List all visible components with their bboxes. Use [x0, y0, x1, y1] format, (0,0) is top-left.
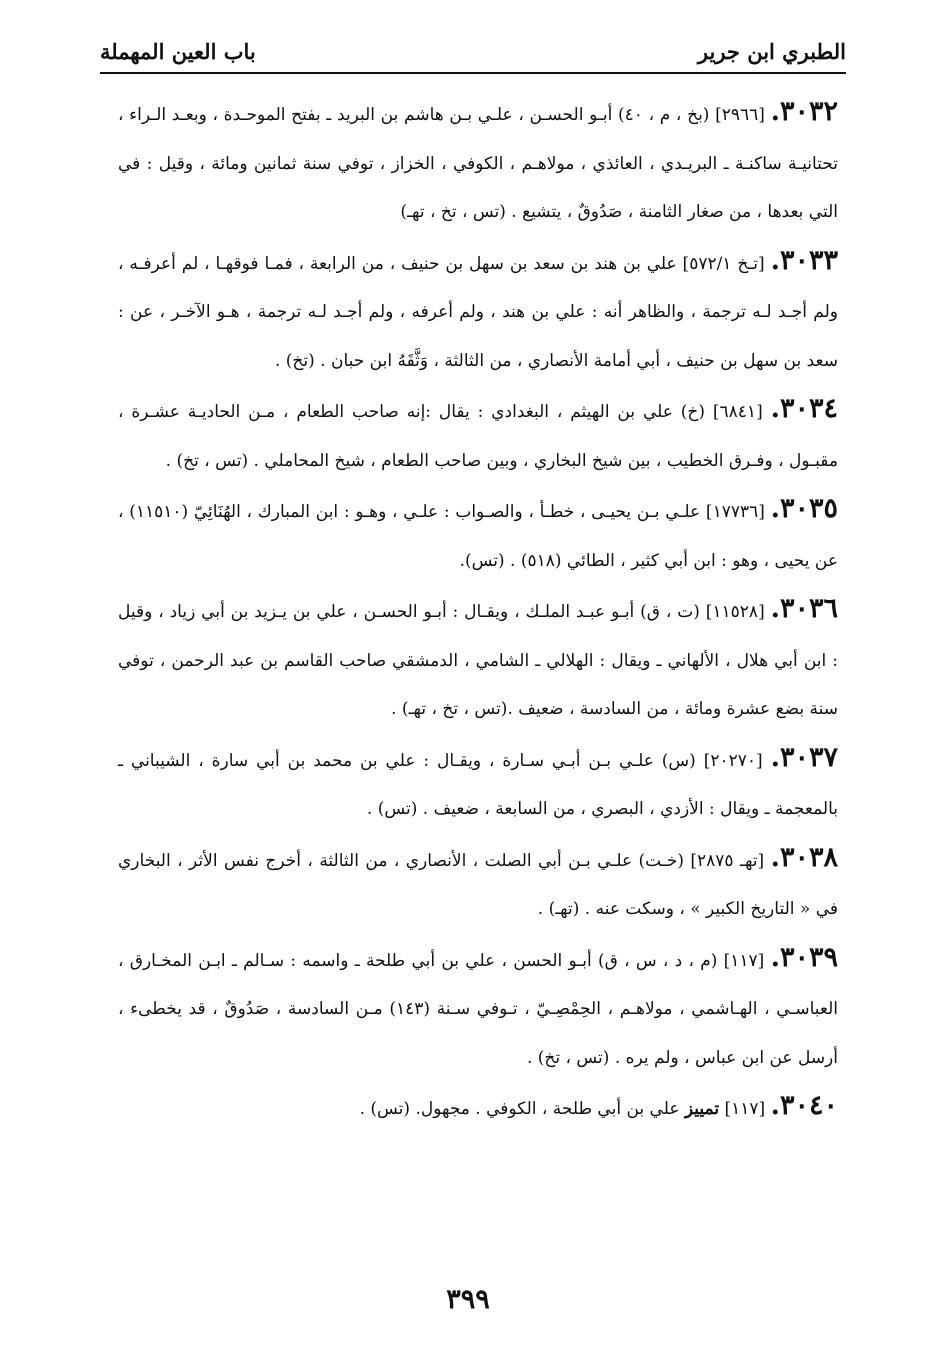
entries-body	[118, 88, 838, 1134]
running-header	[100, 30, 846, 74]
entry-number: ٣٠٣٣.	[770, 244, 838, 276]
entry-3039	[118, 934, 838, 1083]
header-author-title: الطبري ابن جرير	[697, 38, 846, 64]
entry-3034	[118, 385, 838, 485]
entry-number: ٣٠٤٠.	[770, 1090, 838, 1121]
entry-text: [٢٠٢٧٠] (س) علـي بـن أبـي سـارة ، ويقـال : علي بن محمد بن أبي سارة ، الشيباني ـ بالمعجمة ـ ويقال : الأزدي ، البصري ، من السابعة ، ضعيف . (تس) .	[118, 750, 838, 819]
entry-text: [٢٩٦٦] (بخ ، م ، ٤٠) أبـو الحسـن ، علـي بـن هاشم بن البريد ـ بفتح الموحـدة ، وبعـد الـراء ، تحتانيـة ساكنـة ـ البريـدي ، العائذي ، مولاهـم ، الكوفي ، الخزاز ، توفي سنة ثمانين ومائة ، وقيل : في التي بعدها ، من صغار الثامنة ، صَدُوقٌ ، يتشيع . (تس ، تخ ، تهـ)	[118, 105, 838, 222]
entry-number: ٣٠٣٧.	[770, 741, 838, 773]
tamyiz-label: تمييز	[684, 1099, 720, 1119]
entry-3040	[118, 1082, 838, 1134]
entry-number: ٣٠٣٢.	[770, 96, 838, 127]
entry-3037	[118, 734, 838, 834]
entry-3038	[118, 834, 838, 934]
entry-number: ٣٠٣٥.	[770, 493, 839, 524]
entry-text: [٦٨٤١] (خ) علي بن الهيثم ، البغدادي : يقال :إنه صاحب الطعام ، مـن الحاديـة عشـرة ، مقبـول ، وفـرق الخطيب ، بين شيخ البخاري ، وبين صاحب الطعام ، شيخ المحاملي . (تس ، تخ) .	[118, 402, 838, 471]
entry-text: [تهـ ٢٨٧٥] (خـت) علـي بـن أبي الصلت ، الأنصاري ، من الثالثة ، أخرج نفس الأثر ، البخاري في « التاريخ الكبير » ، وسكت عنه . (تهـ) .	[118, 850, 838, 919]
entry-text: [تـخ ٥٧٢/١] علي بن هند بن سعد بن سهل بن حنيف ، من الرابعة ، فمـا فوقهـا ، لم أعرفـه ، ولم أجـد لـه ترجمة ، والظاهر أنه : علي بن هند ، ولم أعرفه ، ولم أجـد لـه ترجمة ، هـو الآخـر ، عن : سعد بن سهل بن حنيف ، أبي أمامة الأنصاري ، من الثالثة ، وَثَّقَهُ ابن حبان . (تخ) .	[118, 253, 838, 371]
entry-number: ٣٠٣٦.	[770, 593, 839, 624]
entry-3036	[118, 585, 838, 734]
entry-text: علي بن أبي طلحة ، الكوفي . مجهول. (تس) .	[359, 1099, 680, 1119]
entry-text: [١١٥٢٨] (ت ، ق) أبـو عبـد الملـك ، ويقـال : أبـو الحسـن ، علي بن يـزيد بن أبي زياد ، وقيل : ابن أبي هلال ، الألهاني ـ ويقال : الهلالي ـ الشامي ، الدمشقي صاحب القاسم بن عبد الرحمن ، توفي سنة بضع عشرة ومائة ، من السادسة ، ضعيف .(تس ، تخ ، تهـ) .	[118, 602, 838, 719]
entry-text: [١٧٧٣٦] علـي بـن يحيـى ، خطـأ ، والصـواب : علـي ، وهـو : ابن المبارك ، الهُنَائِيّ (١١٥١٠) ، عن يحيى ، وهو : ابن أبي كثير ، الطائي (٥١٨) . (تس).	[118, 502, 838, 571]
entry-number: ٣٠٣٨.	[770, 841, 838, 873]
entry-text: [١١٧] (م ، د ، س ، ق) أبـو الحسن ، علي بن أبي طلحة ـ واسمه : سـالم ـ ابـن المخـارق ، العباسـي ، الهـاشمي ، مولاهـم ، الحِمْصِـيّ ، تـوفي سـنة (١٤٣) مـن السادسة ، صَدُوقٌ ، قد يخطىء ، أرسل عن ابن عباس ، ولم يره . (تس ، تخ) .	[118, 950, 839, 1068]
entry-number: ٣٠٣٩.	[770, 941, 838, 973]
entry-3035	[118, 485, 838, 585]
header-chapter-title: باب العين المهملة	[100, 38, 256, 64]
entry-number: ٣٠٣٤.	[770, 393, 838, 424]
entry-reference: [١١٧]	[724, 1099, 766, 1119]
entry-3033	[118, 237, 838, 386]
page-number: ٣٩٩	[446, 1284, 490, 1315]
entry-3032	[118, 88, 838, 237]
